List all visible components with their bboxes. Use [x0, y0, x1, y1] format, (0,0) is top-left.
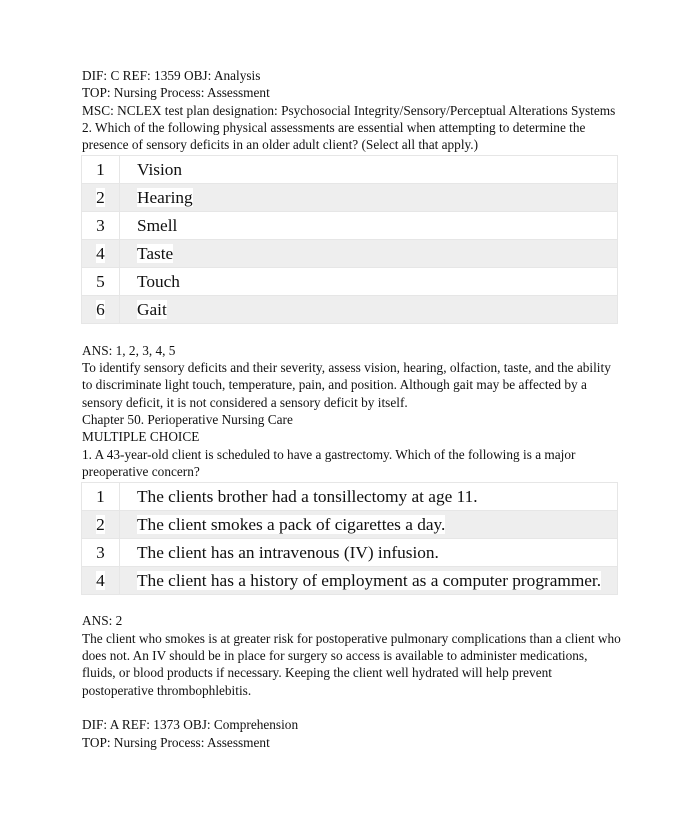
rationale-text: To identify sensory deficits and their severity, assess vision, hearing, olfaction, taste, and the ability to discriminate light touch, temperature, pain, and position. Although gait may be affected by a sensory deficit, it is not considered a sensory deficit by itself.	[82, 360, 611, 410]
answer-key: ANS: 1, 2, 3, 4, 5	[82, 342, 176, 358]
option-number: 2	[96, 188, 105, 208]
option-row	[82, 156, 618, 184]
option-text: The client smokes a pack of cigarettes a day.	[137, 515, 446, 535]
option-row	[82, 567, 618, 595]
options-table	[81, 482, 618, 595]
question-meta-top: TOP: Nursing Process: Assessment	[82, 85, 270, 101]
option-number: 4	[96, 571, 105, 591]
option-number: 3	[96, 543, 105, 563]
option-row	[82, 296, 618, 324]
option-number: 2	[96, 515, 105, 535]
option-text: Vision	[137, 160, 183, 180]
rationale-text: The client who smokes is at greater risk for postoperative pulmonary complications than a client who does not. An IV should be in place for surgery so access is available to administer medications, fluids, or blood products if necessary. Keeping the client well hydrated will help prevent postoperative thrombophlebitis.	[82, 630, 621, 698]
option-number: 1	[96, 487, 105, 507]
options-table	[81, 155, 618, 324]
option-row	[82, 240, 618, 268]
question-meta-dif: DIF: A REF: 1373 OBJ: Comprehension	[82, 717, 299, 733]
option-number: 3	[96, 216, 105, 236]
option-row	[82, 184, 618, 212]
option-text: The client has an intravenous (IV) infusion.	[137, 543, 439, 563]
option-text: Taste	[137, 244, 174, 264]
question-text: 1. A 43-year-old client is scheduled to have a gastrectomy. Which of the following is a major preoperative concern?	[82, 446, 576, 479]
option-text: Gait	[137, 300, 167, 320]
option-row	[82, 483, 618, 511]
option-text: Touch	[137, 272, 180, 292]
option-number: 4	[96, 244, 105, 264]
question-text: 2. Which of the following physical assessments are essential when attempting to determine the presence of sensory deficits in an older adult client? (Select all that apply.)	[82, 119, 586, 153]
document-page	[82, 67, 622, 751]
question-meta-dif: DIF: C REF: 1359 OBJ: Analysis	[82, 68, 261, 83]
option-text: The clients brother had a tonsillectomy at age 11.	[137, 487, 478, 507]
question-meta-msc: MSC: NCLEX test plan designation: Psychosocial Integrity/Sensory/Perceptual Alterations Systems	[82, 102, 616, 118]
option-text: Smell	[137, 216, 178, 236]
option-row	[82, 212, 618, 240]
option-number: 5	[96, 272, 105, 292]
option-row	[82, 511, 618, 539]
question-type-heading: MULTIPLE CHOICE	[82, 429, 200, 445]
option-number: 1	[96, 160, 105, 180]
option-text: The client has a history of employment as a computer programmer.	[137, 571, 602, 591]
option-row	[82, 539, 618, 567]
question-meta-top: TOP: Nursing Process: Assessment	[82, 734, 270, 750]
option-number: 6	[96, 300, 105, 320]
option-text: Hearing	[137, 188, 193, 208]
answer-key: ANS: 2	[82, 613, 123, 629]
chapter-heading: Chapter 50. Perioperative Nursing Care	[82, 411, 293, 427]
option-row	[82, 268, 618, 296]
